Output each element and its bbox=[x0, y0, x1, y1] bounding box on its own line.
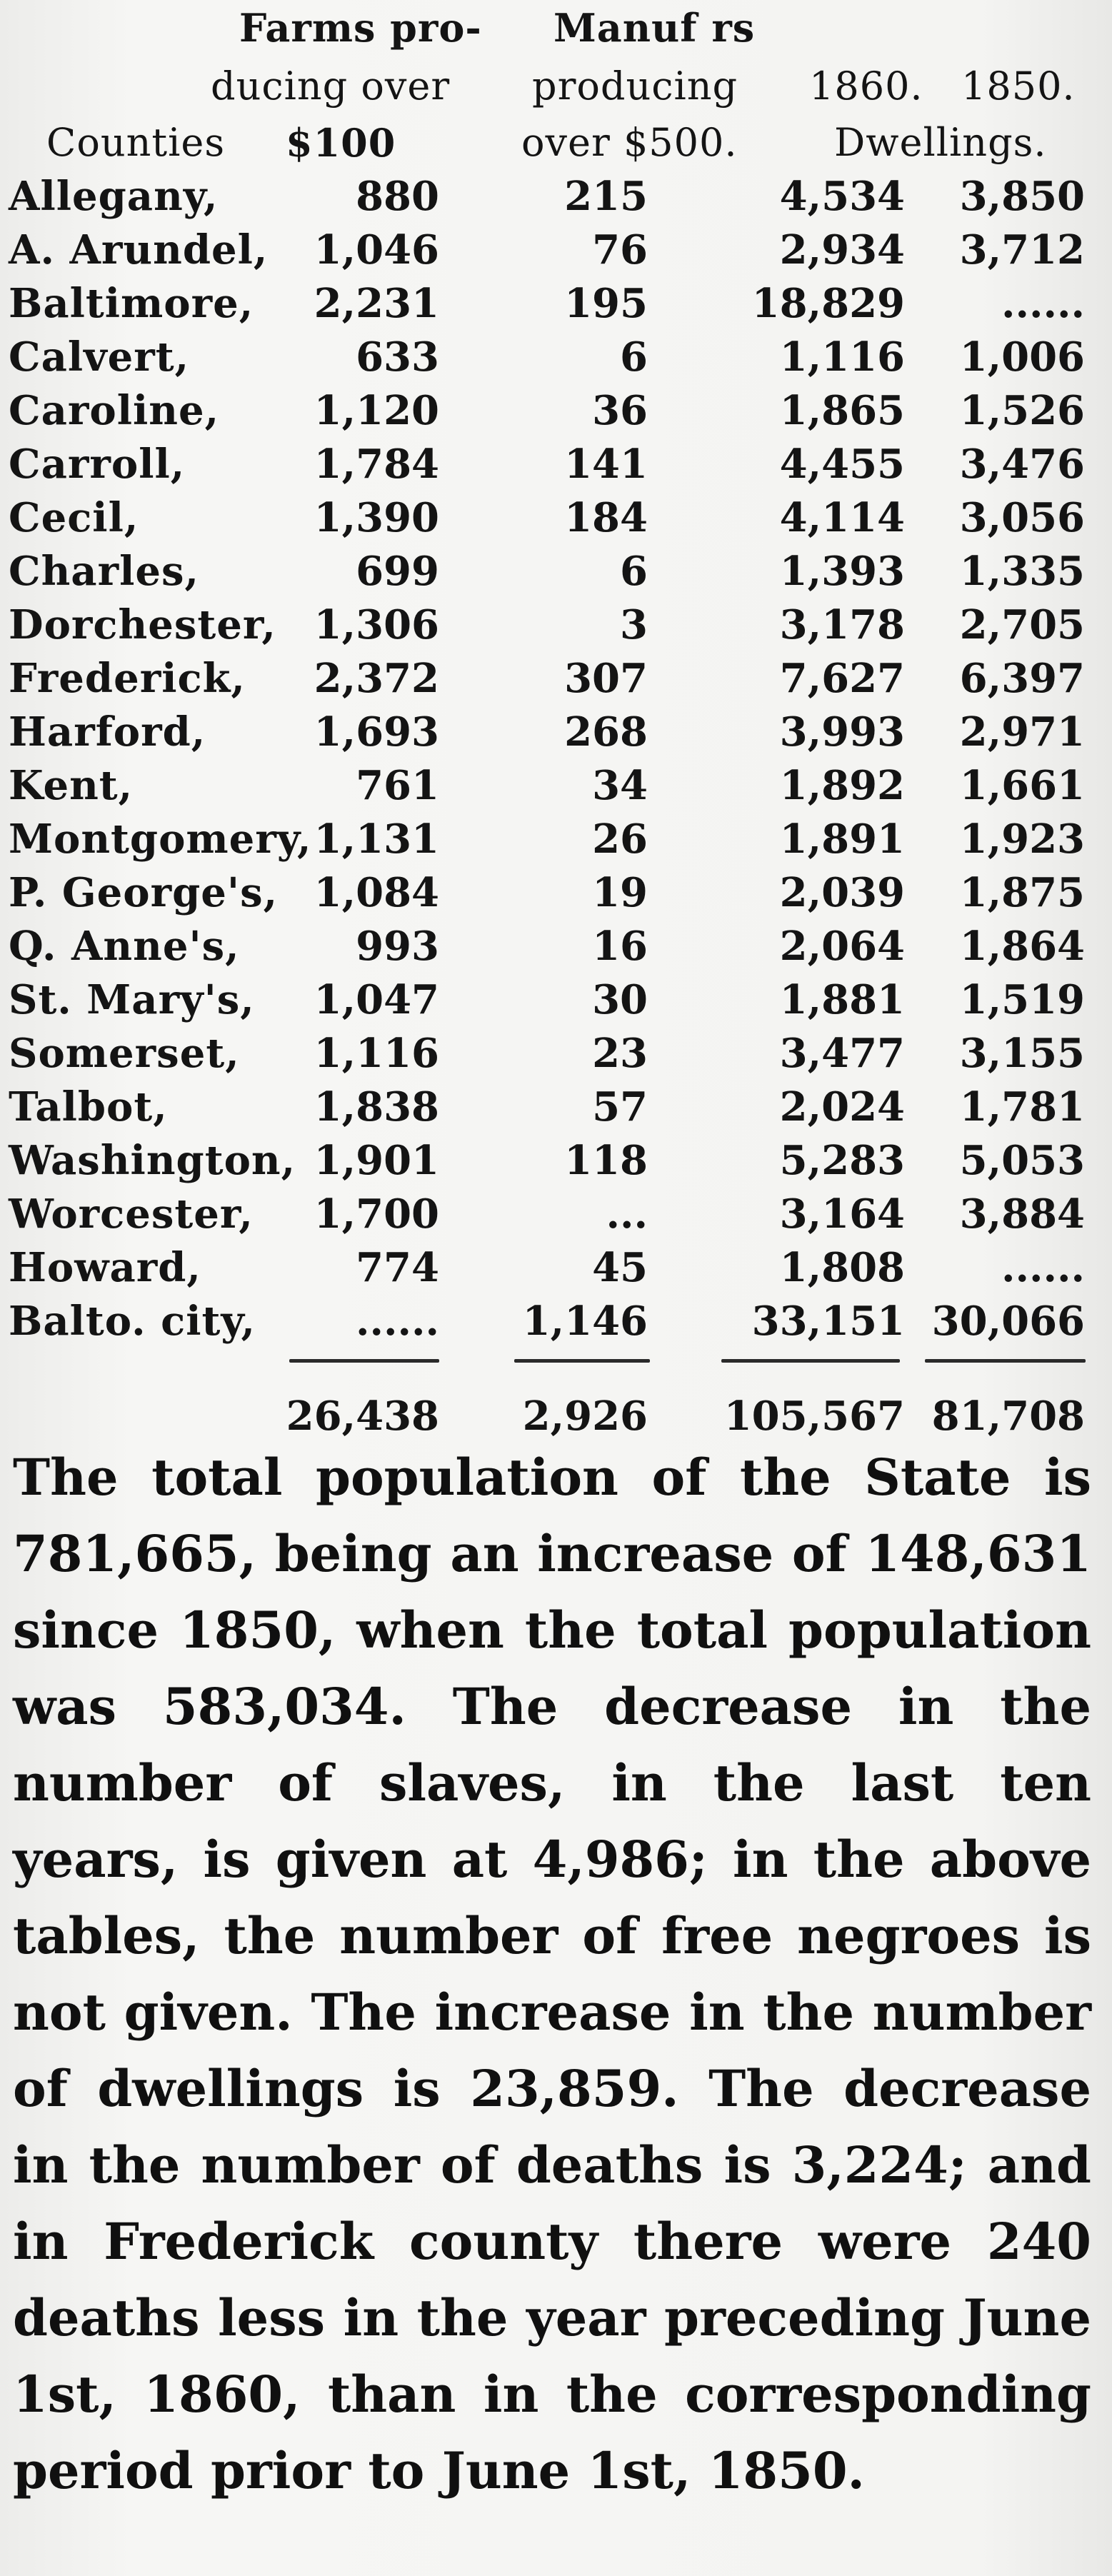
sum-rule-1850 bbox=[925, 1359, 1086, 1363]
manuf-value: 184 bbox=[564, 494, 648, 541]
manuf-value: 215 bbox=[564, 173, 648, 220]
table-row bbox=[0, 1189, 1112, 1239]
county-name: Cecil, bbox=[9, 494, 139, 541]
farms-value: 1,784 bbox=[314, 441, 439, 488]
dwellings-1860-value: 1,881 bbox=[779, 976, 905, 1023]
farms-value: 2,372 bbox=[314, 655, 439, 702]
table-row bbox=[0, 386, 1112, 436]
county-name: Harford, bbox=[9, 708, 206, 756]
manuf-value: 6 bbox=[620, 548, 648, 595]
dwellings-1860-value: 3,164 bbox=[779, 1191, 905, 1238]
farms-value: 1,901 bbox=[314, 1137, 439, 1184]
county-name: Frederick, bbox=[9, 655, 246, 702]
dwellings-1860-value: 33,151 bbox=[751, 1298, 905, 1345]
county-name: Washington, bbox=[9, 1137, 296, 1184]
total-manuf: 2,926 bbox=[522, 1393, 648, 1440]
county-name: Calvert, bbox=[9, 334, 190, 381]
county-name: P. George's, bbox=[9, 869, 279, 916]
dwellings-1850-value: 3,884 bbox=[959, 1191, 1085, 1238]
table-row bbox=[0, 653, 1112, 703]
table-row bbox=[0, 761, 1112, 811]
dwellings-1860-value: 4,455 bbox=[779, 441, 905, 488]
sum-rule-manuf bbox=[514, 1359, 650, 1363]
dwellings-1850-value: 30,066 bbox=[931, 1298, 1085, 1345]
table-row bbox=[0, 1136, 1112, 1186]
header-manuf-line3: over $500. bbox=[521, 120, 738, 165]
table-row bbox=[0, 707, 1112, 757]
county-name: Charles, bbox=[9, 548, 199, 595]
dwellings-1860-value: 1,393 bbox=[779, 548, 905, 595]
dwellings-1850-value: 3,712 bbox=[959, 226, 1085, 274]
farms-value: 1,046 bbox=[314, 226, 439, 274]
header-manuf-line1: Manuf rs bbox=[554, 5, 756, 51]
manuf-value: 19 bbox=[592, 869, 648, 916]
county-name: Montgomery, bbox=[9, 816, 312, 863]
sum-rule-farms bbox=[289, 1359, 439, 1363]
manuf-value: 195 bbox=[564, 280, 648, 327]
total-dwellings-1860: 105,567 bbox=[723, 1393, 905, 1440]
dwellings-1860-value: 7,627 bbox=[779, 655, 905, 702]
manuf-value: 268 bbox=[564, 708, 648, 756]
table-row bbox=[0, 493, 1112, 543]
header-farms-line2: ducing over bbox=[211, 64, 451, 109]
farms-value: 1,306 bbox=[314, 601, 439, 648]
dwellings-1850-value: 1,923 bbox=[959, 816, 1085, 863]
manuf-value: 30 bbox=[592, 976, 648, 1023]
dwellings-1850-value: 1,519 bbox=[959, 976, 1085, 1023]
dwellings-1860-value: 5,283 bbox=[779, 1137, 905, 1184]
county-name: Q. Anne's, bbox=[9, 923, 240, 970]
header-year-1860: 1860. bbox=[809, 64, 923, 109]
farms-value: 1,120 bbox=[314, 387, 439, 434]
manuf-value: 3 bbox=[620, 601, 648, 648]
farms-value: 1,390 bbox=[314, 494, 439, 541]
county-name: Talbot, bbox=[9, 1083, 168, 1131]
farms-value: 1,047 bbox=[314, 976, 439, 1023]
dwellings-1850-value: ...... bbox=[1001, 1244, 1085, 1291]
table-row bbox=[0, 975, 1112, 1025]
table-row bbox=[0, 279, 1112, 329]
dwellings-1860-value: 3,993 bbox=[779, 708, 905, 756]
dwellings-1850-value: 3,850 bbox=[959, 173, 1085, 220]
manuf-value: 141 bbox=[564, 441, 648, 488]
farms-value: 699 bbox=[356, 548, 439, 595]
county-name: Worcester, bbox=[9, 1191, 254, 1238]
table-row bbox=[0, 868, 1112, 918]
farms-value: 633 bbox=[356, 334, 439, 381]
county-name: Carroll, bbox=[9, 441, 186, 488]
header-farms-line3: $100 bbox=[286, 120, 396, 166]
farms-value: 880 bbox=[356, 173, 439, 220]
dwellings-1860-value: 2,064 bbox=[779, 923, 905, 970]
dwellings-1850-value: 1,661 bbox=[959, 762, 1085, 809]
total-dwellings-1850: 81,708 bbox=[931, 1393, 1085, 1440]
header-year-1850: 1850. bbox=[961, 64, 1076, 109]
farms-value: 774 bbox=[356, 1244, 439, 1291]
farms-value: 1,084 bbox=[314, 869, 439, 916]
dwellings-1850-value: 1,335 bbox=[959, 548, 1085, 595]
table-row bbox=[0, 546, 1112, 596]
manuf-value: 307 bbox=[564, 655, 648, 702]
dwellings-1860-value: 3,178 bbox=[779, 601, 905, 648]
dwellings-1850-value: 3,056 bbox=[959, 494, 1085, 541]
table-row bbox=[0, 225, 1112, 275]
farms-value: 761 bbox=[356, 762, 439, 809]
manuf-value: 36 bbox=[592, 387, 648, 434]
table-row bbox=[0, 439, 1112, 489]
manuf-value: 23 bbox=[592, 1030, 648, 1077]
dwellings-1860-value: 1,865 bbox=[779, 387, 905, 434]
county-name: Dorchester, bbox=[9, 601, 276, 648]
dwellings-1850-value: 3,155 bbox=[959, 1030, 1085, 1077]
farms-value: 1,116 bbox=[314, 1030, 439, 1077]
table-row bbox=[0, 1296, 1112, 1346]
dwellings-1860-value: 1,891 bbox=[779, 816, 905, 863]
manuf-value: 76 bbox=[592, 226, 648, 274]
dwellings-1850-value: 2,971 bbox=[959, 708, 1085, 756]
table-row bbox=[0, 171, 1112, 221]
manuf-value: 57 bbox=[592, 1083, 648, 1131]
farms-value: 1,700 bbox=[314, 1191, 439, 1238]
county-name: A. Arundel, bbox=[9, 226, 269, 274]
table-row bbox=[0, 921, 1112, 971]
manuf-value: 118 bbox=[564, 1137, 648, 1184]
table-row bbox=[0, 1243, 1112, 1293]
dwellings-1860-value: 2,024 bbox=[779, 1083, 905, 1131]
farms-value: ...... bbox=[356, 1298, 439, 1345]
dwellings-1850-value: 6,397 bbox=[959, 655, 1085, 702]
header-counties: Counties bbox=[46, 120, 226, 165]
total-farms: 26,438 bbox=[286, 1393, 439, 1440]
dwellings-1860-value: 3,477 bbox=[779, 1030, 905, 1077]
table-row bbox=[0, 600, 1112, 650]
manuf-value: 45 bbox=[592, 1244, 648, 1291]
county-name: Caroline, bbox=[9, 387, 220, 434]
dwellings-1860-value: 18,829 bbox=[751, 280, 905, 327]
county-name: Howard, bbox=[9, 1244, 201, 1291]
dwellings-1860-value: 2,039 bbox=[779, 869, 905, 916]
county-name: Somerset, bbox=[9, 1030, 240, 1077]
dwellings-1850-value: ...... bbox=[1001, 280, 1085, 327]
dwellings-1850-value: 1,781 bbox=[959, 1083, 1085, 1131]
table-row bbox=[0, 1082, 1112, 1132]
totals-row bbox=[0, 1391, 1112, 1443]
farms-value: 1,838 bbox=[314, 1083, 439, 1131]
farms-value: 1,131 bbox=[314, 816, 439, 863]
table-row bbox=[0, 1028, 1112, 1078]
header-manuf-line2: producing bbox=[532, 64, 738, 109]
dwellings-1850-value: 1,526 bbox=[959, 387, 1085, 434]
dwellings-1850-value: 5,053 bbox=[959, 1137, 1085, 1184]
table-row bbox=[0, 332, 1112, 382]
farms-value: 2,231 bbox=[314, 280, 439, 327]
dwellings-1860-value: 1,808 bbox=[779, 1244, 905, 1291]
county-name: Baltimore, bbox=[9, 280, 254, 327]
header-farms-line1: Farms pro- bbox=[239, 5, 482, 51]
county-name: Kent, bbox=[9, 762, 134, 809]
farms-value: 993 bbox=[356, 923, 439, 970]
county-name: St. Mary's, bbox=[9, 976, 255, 1023]
dwellings-1850-value: 3,476 bbox=[959, 441, 1085, 488]
header-dwellings: Dwellings. bbox=[834, 120, 1047, 165]
dwellings-1850-value: 1,875 bbox=[959, 869, 1085, 916]
sum-rule-1860 bbox=[721, 1359, 900, 1363]
manuf-value: 26 bbox=[592, 816, 648, 863]
manuf-value: ... bbox=[606, 1191, 648, 1238]
dwellings-1850-value: 2,705 bbox=[959, 601, 1085, 648]
table-row bbox=[0, 814, 1112, 864]
manuf-value: 16 bbox=[592, 923, 648, 970]
dwellings-1860-value: 2,934 bbox=[779, 226, 905, 274]
manuf-value: 1,146 bbox=[522, 1298, 648, 1345]
dwellings-1860-value: 1,116 bbox=[779, 334, 905, 381]
dwellings-1860-value: 4,114 bbox=[779, 494, 905, 541]
article-paragraph: The total population of the State is 781,665, being an increase of 148,631 since 1850, when the total population was 583,034. The decrease in the number of slaves, in the last ten years, is given at 4,986; in the above tables, the number of free negroes is not given. The increase in the number of dwellings is 23,859. The decrease in the number of deaths is 3,224; and in Frederick county there were 240 deaths less in the year preceding June 1st, 1860, than in the corresponding period prior to June 1st, 1850. bbox=[13, 1448, 1091, 2500]
dwellings-1850-value: 1,864 bbox=[959, 923, 1085, 970]
dwellings-1860-value: 4,534 bbox=[779, 173, 905, 220]
county-name: Allegany, bbox=[9, 173, 219, 220]
manuf-value: 6 bbox=[620, 334, 648, 381]
dwellings-1860-value: 1,892 bbox=[779, 762, 905, 809]
county-name: Balto. city, bbox=[9, 1298, 256, 1345]
manuf-value: 34 bbox=[592, 762, 648, 809]
farms-value: 1,693 bbox=[314, 708, 439, 756]
dwellings-1850-value: 1,006 bbox=[959, 334, 1085, 381]
